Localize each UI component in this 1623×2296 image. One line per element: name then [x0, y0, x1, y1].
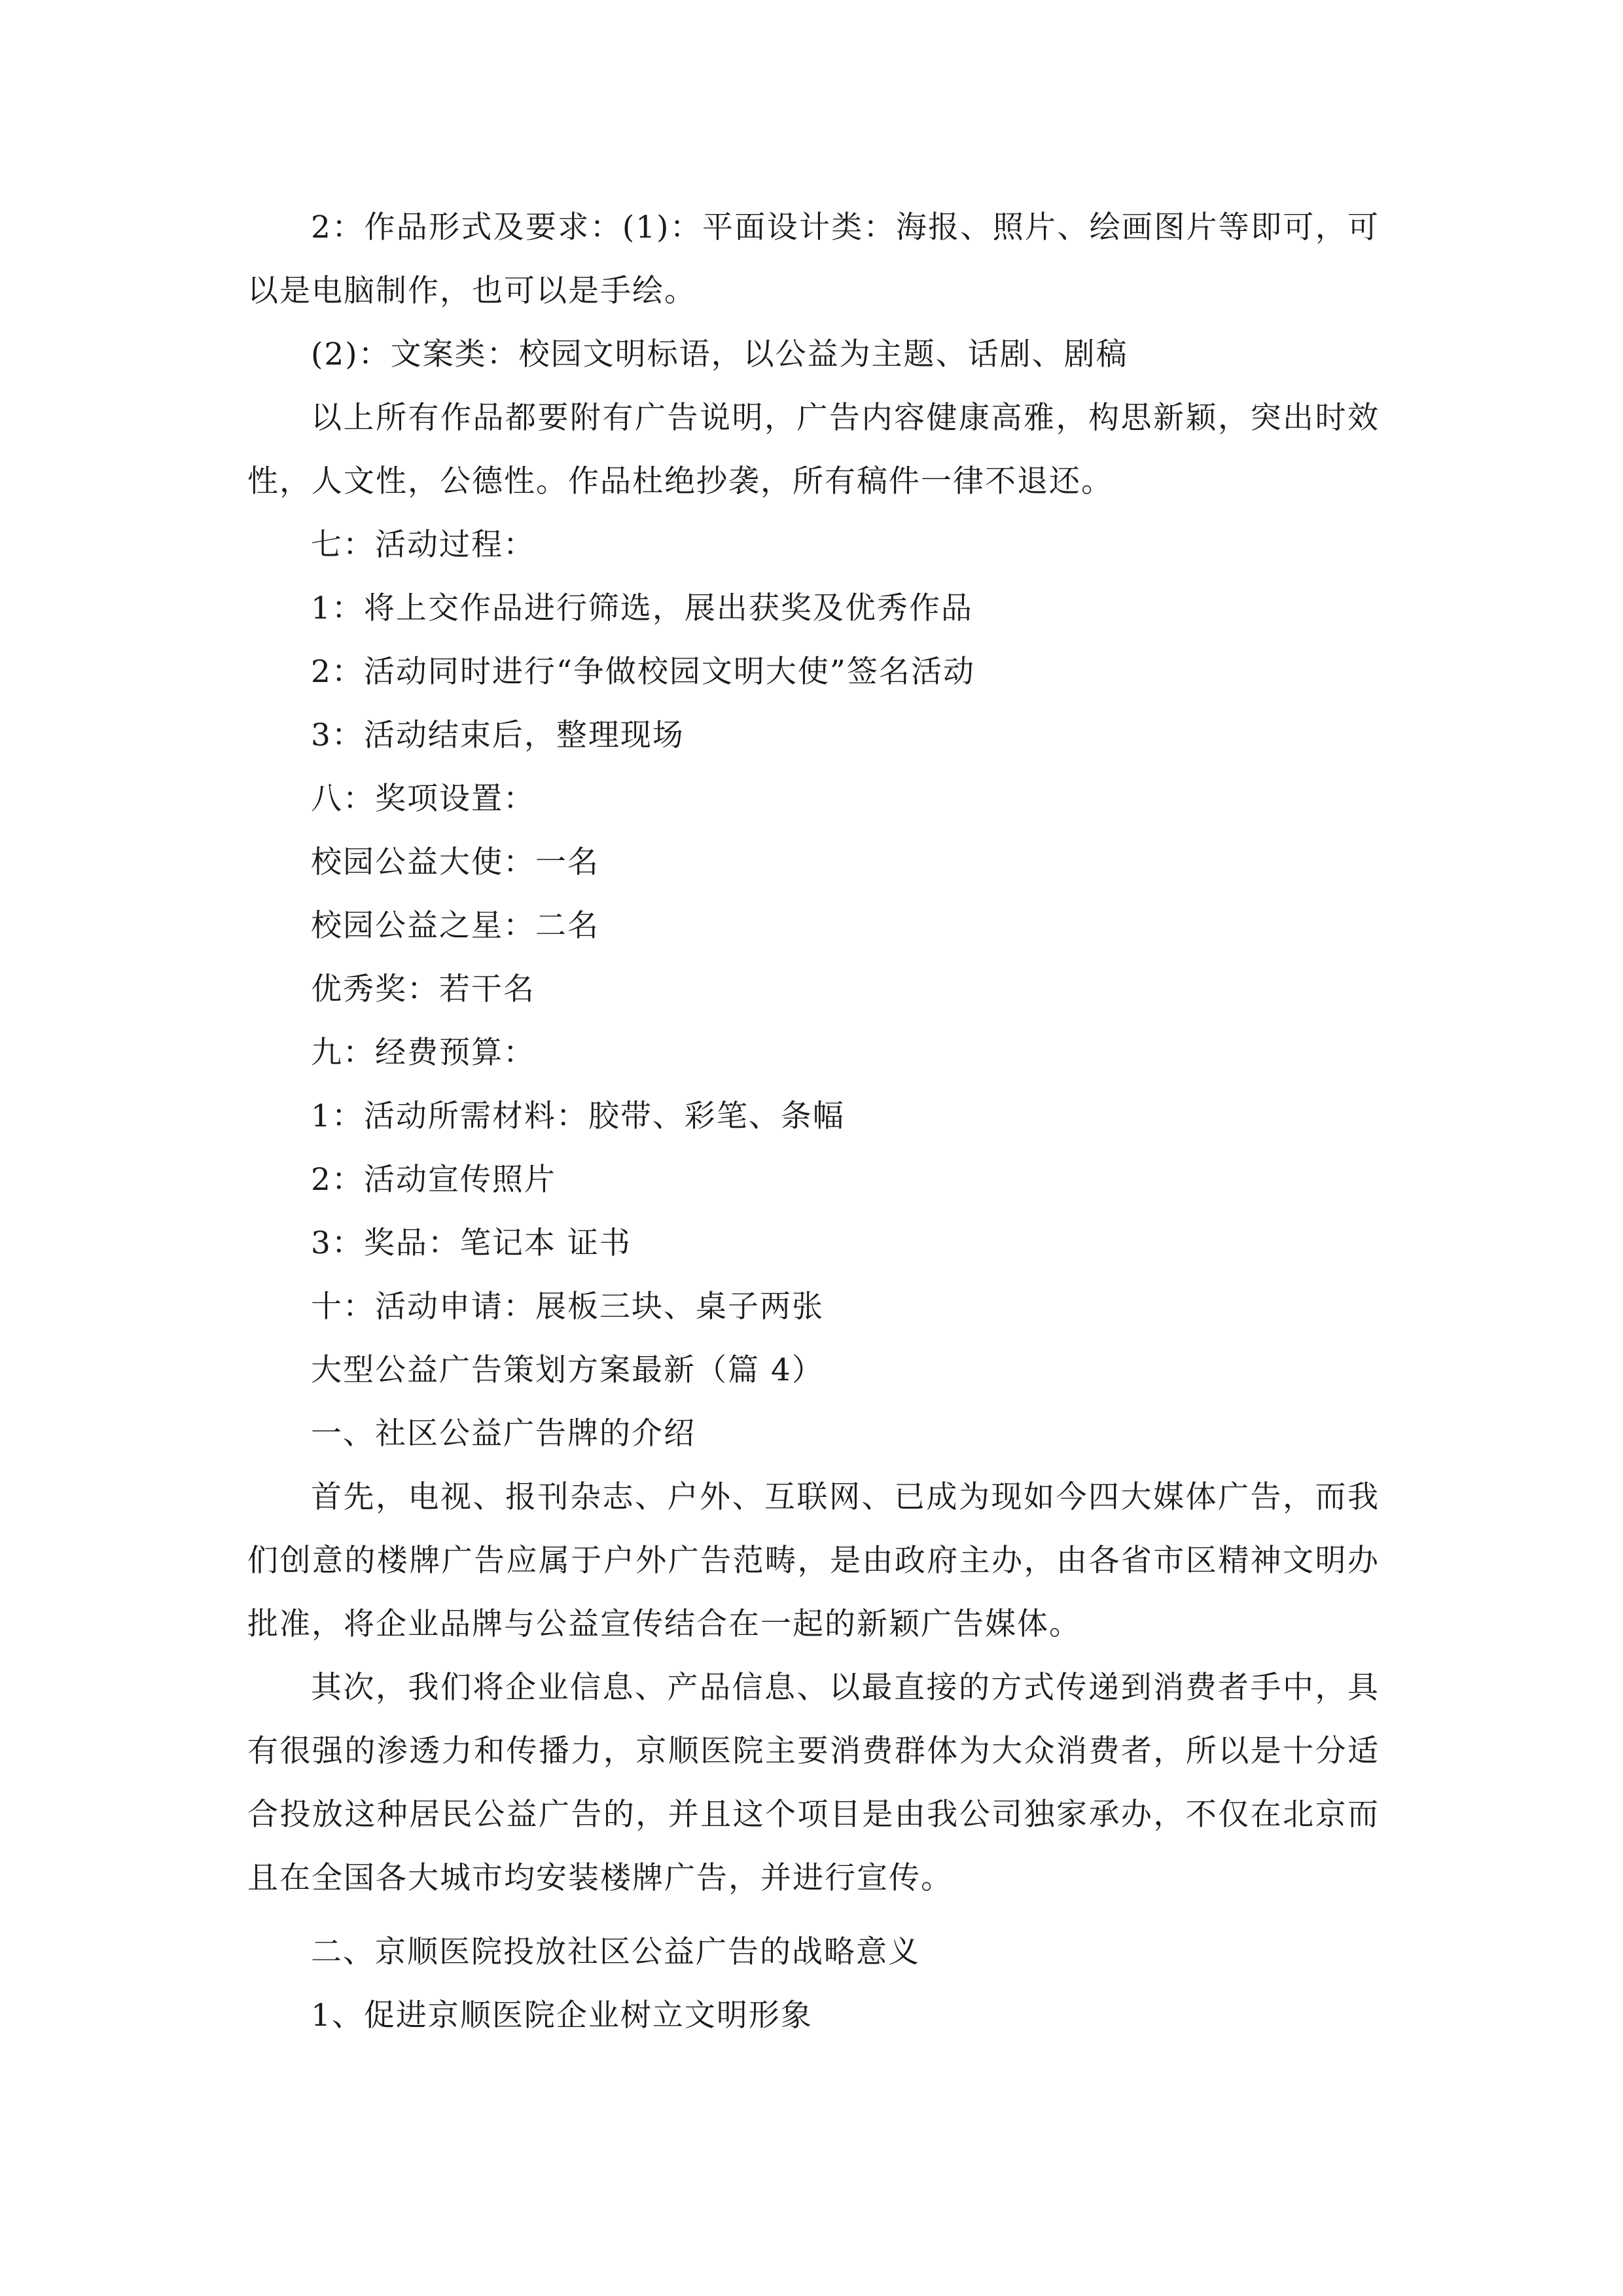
- paragraph-line: 2：作品形式及要求：(1)：平面设计类：海报、照片、绘画图片等即可，可: [311, 209, 1380, 245]
- paragraph-line: 有很强的渗透力和传播力，京顺医院主要消费群体为大众消费者，所以是十分适: [247, 1733, 1380, 1769]
- paragraph-line: 且在全国各大城市均安装楼牌广告，并进行宣传。: [247, 1860, 953, 1896]
- list-item: 校园公益之星：二名: [311, 908, 599, 944]
- section-heading: 二、京顺医院投放社区公益广告的战略意义: [311, 1934, 920, 1970]
- section-heading: 十：活动申请：展板三块、桌子两张: [311, 1289, 824, 1325]
- list-item: 3：奖品：笔记本 证书: [311, 1225, 632, 1261]
- list-item: 1、促进京顺医院企业树立文明形象: [311, 1998, 813, 2034]
- list-item: 优秀奖：若干名: [311, 971, 535, 1007]
- paragraph-line: 合投放这种居民公益广告的，并且这个项目是由我公司独家承办，不仅在北京而: [247, 1797, 1380, 1833]
- paragraph-line: 性，人文性，公德性。作品杜绝抄袭，所有稿件一律不退还。: [247, 463, 1113, 499]
- list-item: 校园公益大使：一名: [311, 844, 599, 880]
- paragraph-line: 以是电脑制作，也可以是手绘。: [247, 273, 696, 309]
- section-heading: 七：活动过程：: [311, 527, 535, 563]
- paragraph-line: 以上所有作品都要附有广告说明，广告内容健康高雅，构思新颖，突出时效: [311, 400, 1380, 436]
- list-item: 2：活动同时进行“争做校园文明大使”签名活动: [311, 654, 975, 690]
- section-heading: 一、社区公益广告牌的介绍: [311, 1416, 696, 1452]
- section-heading: 八：奖项设置：: [311, 781, 535, 817]
- list-item: 3：活动结束后，整理现场: [311, 717, 685, 753]
- article-title: 大型公益广告策划方案最新（篇 4）: [311, 1352, 824, 1388]
- paragraph-line: 首先，电视、报刊杂志、户外、互联网、已成为现如今四大媒体广告，而我: [311, 1479, 1380, 1515]
- paragraph-line: (2)：文案类：校园文明标语，以公益为主题、话剧、剧稿: [311, 336, 1128, 372]
- section-heading: 九：经费预算：: [311, 1035, 535, 1071]
- paragraph-line: 批准，将企业品牌与公益宣传结合在一起的新颖广告媒体。: [247, 1606, 1081, 1642]
- list-item: 1：将上交作品进行筛选，展出获奖及优秀作品: [311, 590, 973, 626]
- list-item: 2：活动宣传照片: [311, 1162, 556, 1198]
- paragraph-line: 其次，我们将企业信息、产品信息、以最直接的方式传递到消费者手中，具: [311, 1670, 1380, 1706]
- list-item: 1：活动所需材料：胶带、彩笔、条幅: [311, 1098, 845, 1134]
- paragraph-line: 们创意的楼牌广告应属于户外广告范畴，是由政府主办，由各省市区精神文明办: [247, 1543, 1380, 1579]
